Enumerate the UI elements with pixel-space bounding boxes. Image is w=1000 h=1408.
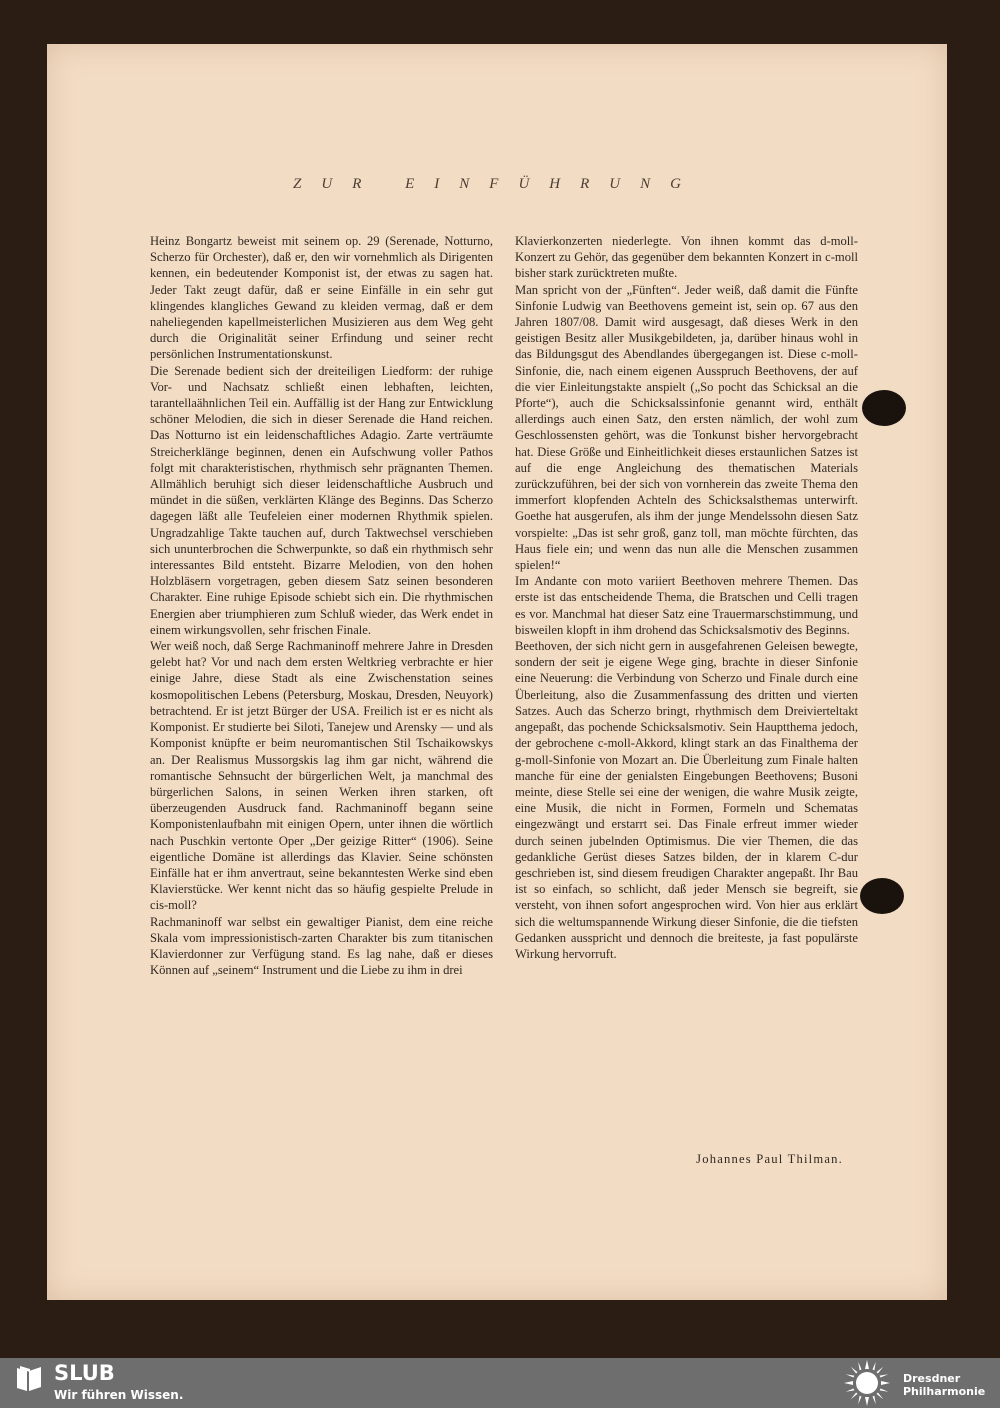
paragraph: Die Serenade bedient sich der dreiteiligen Liedform: der ruhige Vor- und Nachsatz schließt einen lebhaften, leichten, tarantellaähnlichen Teil ein. Auffällig ist der Hang zur Entwicklung schöner Melodien, die sich in dieser Serenade die Hand reichen. Das Notturno ist ein leidenschaftliches Adagio. Zarte verträumte Streicherklänge beginnen, denen ein Aufschwung voller Pathos folgt mit charakteristischen, rhythmisch sehr prägnanten Themen. Allmählich beruhigt sich dieser leidenschaftliche Ausbruch und mündet in die süßen, verklärten Klänge des Beginns. Das Scherzo dagegen läßt alle Teufeleien einer modernen Rhythmik spielen. Ungradzahlige Takte tauchen auf, durch Taktwechsel verschieben sich ununterbrochen die Schwerpunkte, so daß ein rhythmisch sehr interessantes Bild entsteht. Bizarre Melodien, von den hohen Holzbläsern vorgetragen, geben diesem Satz seinen besonderen Charakter. Eine ruhige Episode schiebt sich ein. Die rhythmischen Energien aber triumphieren zum Schluß wieder, das Werk endet in einem wirkungsvollen, sehr frischen Finale. <box>150 363 493 637</box>
dp-name-line2: Philharmonie <box>903 1385 986 1398</box>
paragraph: Beethoven, der sich nicht gern in ausgefahrenen Geleisen bewegte, sondern der seit je eigene Wege ging, brachte in dieser Sinfonie eine Neuerung: die Verbindung von Scherzo und Finale durch eine Überleitung, also die Zusammenfassung des dritten und vierten Satzes. Auch das Scherzo bringt, rhythmisch dem Dreivierteltakt angepaßt, das pochende Schicksalsmotiv. Sein Hauptthema jedoch, der gebrochene c-moll-Akkord, klingt stark an das Finalthema der g-moll-Sinfonie von Mozart an. Die Überleitung zum Finale halten manche für eine der genialsten Eingebungen Beethovens; Busoni meinte, diese Stelle sei eine der wenigen, die wahre Musik zeigte, eine Musik, die nicht in Formen, Formeln und Schematas eingezwängt und erstarrt sei. Das Finale erfreut immer wieder durch seinen jubelnden Optimismus. Die vier Themen, die das gedankliche Gerüst dieses Satzes bilden, der in klarem C-dur geschrieben ist, sind diesem freudigen Charakter angepaßt. Ihr Bau ist so einfach, so schlicht, daß jeder Mensch sie begreift, sie versteht, von ihnen sofort angesprochen wird. Von hier aus erklärt sich die weltumspannende Wirkung dieser Sinfonie, die die tiefsten Gedanken ausspricht und dennoch die breiteste, ja fast populärste Wirkung hervorruft. <box>515 639 858 961</box>
punch-hole <box>860 878 904 914</box>
footer-bar <box>0 1358 1000 1408</box>
slub-tagline: Wir führen Wissen. <box>54 1388 184 1402</box>
slub-name: SLUB <box>54 1361 115 1385</box>
paragraph: Wer weiß noch, daß Serge Rachmaninoff mehrere Jahre in Dresden gelebt hat? Vor und nach dem ersten Weltkrieg verbrachte er hier einige Jahre, diese Stadt als eine Zwischenstation seines kosmopolitischen Lebens (Petersburg, Moskau, Dresden, Neuyork) betrachtend. Er ist jetzt Bürger der USA. Freilich ist er es nicht als Komponist. Er studierte bei Siloti, Tanejew und Arensky — und als Komponist knüpfte er beim neuromantischen Stil Tschaikowskys an. Der Realismus Mussorgskis lag ihm gar nicht, während die romantische Sehnsucht der bürgerlichen Welt, ja manchmal des bürgerlichen Salons, in seinen Werken ihren starken, oft überzeugenden Ausdruck fand. Rachmaninoff begann seine Komponistenlaufbahn mit einigen Opern, unter ihnen die wörtlich nach Puschkin vertonte Oper „Der geizige Ritter“ (1906). Seine eigentliche Domäne ist allerdings das Klavier. Seine schönsten Einfälle hat er ihm anvertraut, seine bekanntesten Werke sind eben Klavierstücke. Wer kennt nicht das so häufig gespielte Prelude in cis-moll? <box>150 639 493 913</box>
document-page <box>47 44 947 1300</box>
dresdner-philharmonie-name <box>903 1372 985 1398</box>
right-column <box>515 233 858 962</box>
slub-book-icon <box>14 1364 44 1394</box>
author-signature: Johannes Paul Thilman. <box>696 1152 843 1166</box>
paragraph: Man spricht von der „Fünften“. Jeder weiß, daß damit die Fünfte Sinfonie Ludwig van Beethovens gemeint ist, sein op. 67 aus den Jahren 1807/08. Damit wird ausgesagt, daß dieses Werk in den geistigen Besitz aller Musikgebildeten, ja, darüber hinaus wohl in das Bildungsgut des Abendlandes übergegangen ist. Diese c-moll-Sinfonie, die, nach einem eigenen Ausspruch Beethovens, der auf die vier Einleitungstakte anspielt („So pocht das Schicksal an die Pforte“), auch die Schicksalssinfonie genannt wird, enthält allerdings auch einen Satz, den ersten nämlich, der wohl zum Geschlossensten gehört, was die Tonkunst bisher hervorgebracht hat. Diese Größe und Einheitlichkeit dieses erstaunlichen Satzes ist auf die enge Angleichung des thematischen Materials zurückzuführen, bei der sich von vornherein das zweite Thema den immerfort klopfenden Achteln des Schicksalsthemas unterwirft. Goethe hat ausgerufen, als ihm der junge Mendelssohn diesen Satz vorspielte: „Das ist sehr groß, ganz toll, man möchte fürchten, das Haus fiele ein; und wenn das nun alle die Menschen zusammen spielen!“ <box>515 282 858 573</box>
dp-name-line1: Dresdner <box>903 1372 961 1385</box>
paragraph: Rachmaninoff war selbst ein gewaltiger Pianist, dem eine reiche Skala vom impressionistisch-zarten Charakter bis zum titanischen Klavierdonner zur Verfügung stand. Es lag nahe, daß er dieses Können auf „seinem“ Instrument und die Liebe zu ihm in drei <box>150 914 493 978</box>
page-title: ZUR EINFÜHRUNG <box>293 176 701 192</box>
punch-hole <box>862 390 906 426</box>
paragraph: Heinz Bongartz beweist mit seinem op. 29 (Serenade, Notturno, Scherzo für Orchester), daß er, den wir vornehmlich als Dirigenten kennen, ein bedeutender Komponist ist, der etwas zu sagen hat. Jeder Takt zeugt dafür, daß er seine Einfälle in ein sehr gut klingendes klangliches Gewand zu kleiden vermag, daß er dem naheliegenden kapellmeisterlichen Musizieren aus dem Weg geht durch die Originalität seiner Erfindung und seiner recht persönlichen Instrumentationskunst. <box>150 234 493 362</box>
left-column <box>150 233 493 978</box>
paragraph: Klavierkonzerten niederlegte. Von ihnen kommt das d-moll-Konzert zu Gehör, das gegenüber dem bekannten Konzert in c-moll bisher stark zurücktreten mußte. <box>515 234 858 281</box>
paragraph: Im Andante con moto variiert Beethoven mehrere Themen. Das erste ist das entscheidende Thema, die Bratschen und Celli tragen es vor. Manchmal hat dieser Satz eine Trauermarschstimmung, und bisweilen klopft in ihm drohend das Schicksalsmotiv des Beginns. <box>515 574 858 637</box>
dresdner-philharmonie-sun-icon <box>843 1359 891 1407</box>
